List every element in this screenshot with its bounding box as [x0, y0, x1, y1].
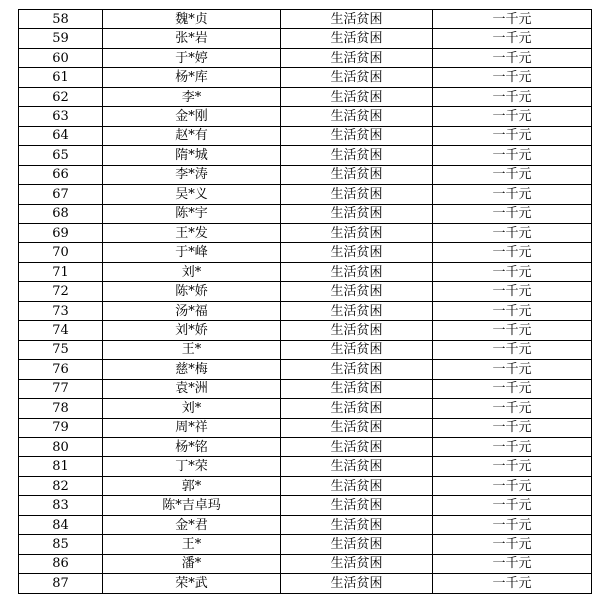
cell-person-name: 袁*洲 [103, 379, 281, 398]
cell-amount: 一千元 [433, 165, 592, 184]
cell-serial-number: 81 [19, 457, 103, 476]
cell-person-name: 王* [103, 340, 281, 359]
table-row [19, 457, 592, 476]
cell-status: 生活贫困 [281, 126, 433, 145]
table-row [19, 146, 592, 165]
cell-status: 生活贫困 [281, 496, 433, 515]
table-row [19, 48, 592, 67]
cell-status: 生活贫困 [281, 399, 433, 418]
table-row [19, 29, 592, 48]
cell-serial-number: 64 [19, 126, 103, 145]
table-row [19, 107, 592, 126]
cell-serial-number: 84 [19, 515, 103, 534]
cell-status: 生活贫困 [281, 282, 433, 301]
cell-status: 生活贫困 [281, 165, 433, 184]
cell-status: 生活贫困 [281, 360, 433, 379]
cell-person-name: 于*婷 [103, 48, 281, 67]
table-row [19, 399, 592, 418]
cell-status: 生活贫困 [281, 10, 433, 29]
cell-status: 生活贫困 [281, 574, 433, 594]
beneficiary-table [18, 9, 592, 594]
cell-status: 生活贫困 [281, 301, 433, 320]
cell-person-name: 荣*武 [103, 574, 281, 594]
table-row [19, 515, 592, 534]
cell-status: 生活贫困 [281, 204, 433, 223]
cell-status: 生活贫困 [281, 87, 433, 106]
cell-person-name: 杨*库 [103, 68, 281, 87]
cell-serial-number: 67 [19, 185, 103, 204]
cell-person-name: 王* [103, 535, 281, 554]
table-row [19, 282, 592, 301]
cell-amount: 一千元 [433, 360, 592, 379]
cell-amount: 一千元 [433, 68, 592, 87]
table-row [19, 262, 592, 281]
cell-person-name: 吴*义 [103, 185, 281, 204]
cell-amount: 一千元 [433, 10, 592, 29]
cell-person-name: 陈*宇 [103, 204, 281, 223]
cell-amount: 一千元 [433, 321, 592, 340]
cell-status: 生活贫困 [281, 379, 433, 398]
cell-status: 生活贫困 [281, 223, 433, 242]
cell-amount: 一千元 [433, 126, 592, 145]
table-row [19, 243, 592, 262]
cell-amount: 一千元 [433, 399, 592, 418]
table-row [19, 165, 592, 184]
cell-amount: 一千元 [433, 262, 592, 281]
cell-amount: 一千元 [433, 185, 592, 204]
cell-serial-number: 78 [19, 399, 103, 418]
cell-amount: 一千元 [433, 535, 592, 554]
table-row [19, 126, 592, 145]
cell-person-name: 赵*有 [103, 126, 281, 145]
cell-status: 生活贫困 [281, 457, 433, 476]
cell-status: 生活贫困 [281, 437, 433, 456]
table-row [19, 437, 592, 456]
cell-person-name: 张*岩 [103, 29, 281, 48]
cell-person-name: 慈*梅 [103, 360, 281, 379]
cell-serial-number: 79 [19, 418, 103, 437]
cell-amount: 一千元 [433, 515, 592, 534]
table-row [19, 68, 592, 87]
cell-status: 生活贫困 [281, 107, 433, 126]
cell-serial-number: 72 [19, 282, 103, 301]
cell-amount: 一千元 [433, 29, 592, 48]
cell-status: 生活贫困 [281, 68, 433, 87]
table-row [19, 223, 592, 242]
cell-amount: 一千元 [433, 87, 592, 106]
cell-serial-number: 82 [19, 476, 103, 495]
table-row [19, 10, 592, 29]
cell-status: 生活贫困 [281, 185, 433, 204]
table-row [19, 418, 592, 437]
cell-amount: 一千元 [433, 243, 592, 262]
cell-amount: 一千元 [433, 496, 592, 515]
cell-serial-number: 80 [19, 437, 103, 456]
cell-amount: 一千元 [433, 554, 592, 573]
cell-status: 生活贫困 [281, 554, 433, 573]
cell-amount: 一千元 [433, 340, 592, 359]
cell-serial-number: 66 [19, 165, 103, 184]
cell-amount: 一千元 [433, 282, 592, 301]
cell-status: 生活贫困 [281, 321, 433, 340]
cell-person-name: 李*涛 [103, 165, 281, 184]
cell-serial-number: 87 [19, 574, 103, 594]
cell-person-name: 隋*城 [103, 146, 281, 165]
cell-serial-number: 68 [19, 204, 103, 223]
cell-serial-number: 70 [19, 243, 103, 262]
cell-person-name: 丁*荣 [103, 457, 281, 476]
cell-serial-number: 62 [19, 87, 103, 106]
cell-person-name: 刘* [103, 262, 281, 281]
cell-person-name: 王*发 [103, 223, 281, 242]
cell-serial-number: 58 [19, 10, 103, 29]
table-row [19, 476, 592, 495]
cell-status: 生活贫困 [281, 29, 433, 48]
table-row [19, 496, 592, 515]
cell-amount: 一千元 [433, 301, 592, 320]
cell-serial-number: 63 [19, 107, 103, 126]
cell-person-name: 陈*娇 [103, 282, 281, 301]
cell-serial-number: 75 [19, 340, 103, 359]
cell-status: 生活贫困 [281, 535, 433, 554]
cell-serial-number: 69 [19, 223, 103, 242]
cell-amount: 一千元 [433, 476, 592, 495]
cell-status: 生活贫困 [281, 243, 433, 262]
table-row [19, 554, 592, 573]
cell-status: 生活贫困 [281, 146, 433, 165]
table-row [19, 321, 592, 340]
cell-amount: 一千元 [433, 457, 592, 476]
cell-serial-number: 61 [19, 68, 103, 87]
cell-person-name: 金*刚 [103, 107, 281, 126]
cell-serial-number: 73 [19, 301, 103, 320]
cell-amount: 一千元 [433, 574, 592, 594]
table-row [19, 185, 592, 204]
cell-status: 生活贫困 [281, 48, 433, 67]
cell-person-name: 汤*福 [103, 301, 281, 320]
cell-serial-number: 60 [19, 48, 103, 67]
cell-person-name: 刘*娇 [103, 321, 281, 340]
cell-amount: 一千元 [433, 146, 592, 165]
cell-amount: 一千元 [433, 204, 592, 223]
cell-serial-number: 86 [19, 554, 103, 573]
cell-status: 生活贫困 [281, 515, 433, 534]
cell-person-name: 魏*贞 [103, 10, 281, 29]
cell-person-name: 郭* [103, 476, 281, 495]
cell-serial-number: 59 [19, 29, 103, 48]
cell-amount: 一千元 [433, 223, 592, 242]
cell-person-name: 于*峰 [103, 243, 281, 262]
cell-amount: 一千元 [433, 418, 592, 437]
cell-person-name: 潘* [103, 554, 281, 573]
cell-status: 生活贫困 [281, 340, 433, 359]
cell-amount: 一千元 [433, 437, 592, 456]
cell-person-name: 周*祥 [103, 418, 281, 437]
cell-status: 生活贫困 [281, 262, 433, 281]
cell-person-name: 杨*铭 [103, 437, 281, 456]
cell-serial-number: 76 [19, 360, 103, 379]
table-row [19, 340, 592, 359]
table-body [19, 10, 592, 594]
cell-serial-number: 74 [19, 321, 103, 340]
cell-serial-number: 77 [19, 379, 103, 398]
cell-person-name: 陈*吉卓玛 [103, 496, 281, 515]
cell-serial-number: 85 [19, 535, 103, 554]
table-row [19, 204, 592, 223]
cell-serial-number: 71 [19, 262, 103, 281]
cell-amount: 一千元 [433, 379, 592, 398]
table-row [19, 87, 592, 106]
cell-person-name: 李* [103, 87, 281, 106]
cell-serial-number: 83 [19, 496, 103, 515]
cell-amount: 一千元 [433, 48, 592, 67]
table-row [19, 360, 592, 379]
cell-status: 生活贫困 [281, 418, 433, 437]
cell-status: 生活贫困 [281, 476, 433, 495]
table-row [19, 301, 592, 320]
cell-person-name: 刘* [103, 399, 281, 418]
cell-person-name: 金*君 [103, 515, 281, 534]
table-row [19, 535, 592, 554]
table-row [19, 574, 592, 594]
table-row [19, 379, 592, 398]
cell-serial-number: 65 [19, 146, 103, 165]
cell-amount: 一千元 [433, 107, 592, 126]
